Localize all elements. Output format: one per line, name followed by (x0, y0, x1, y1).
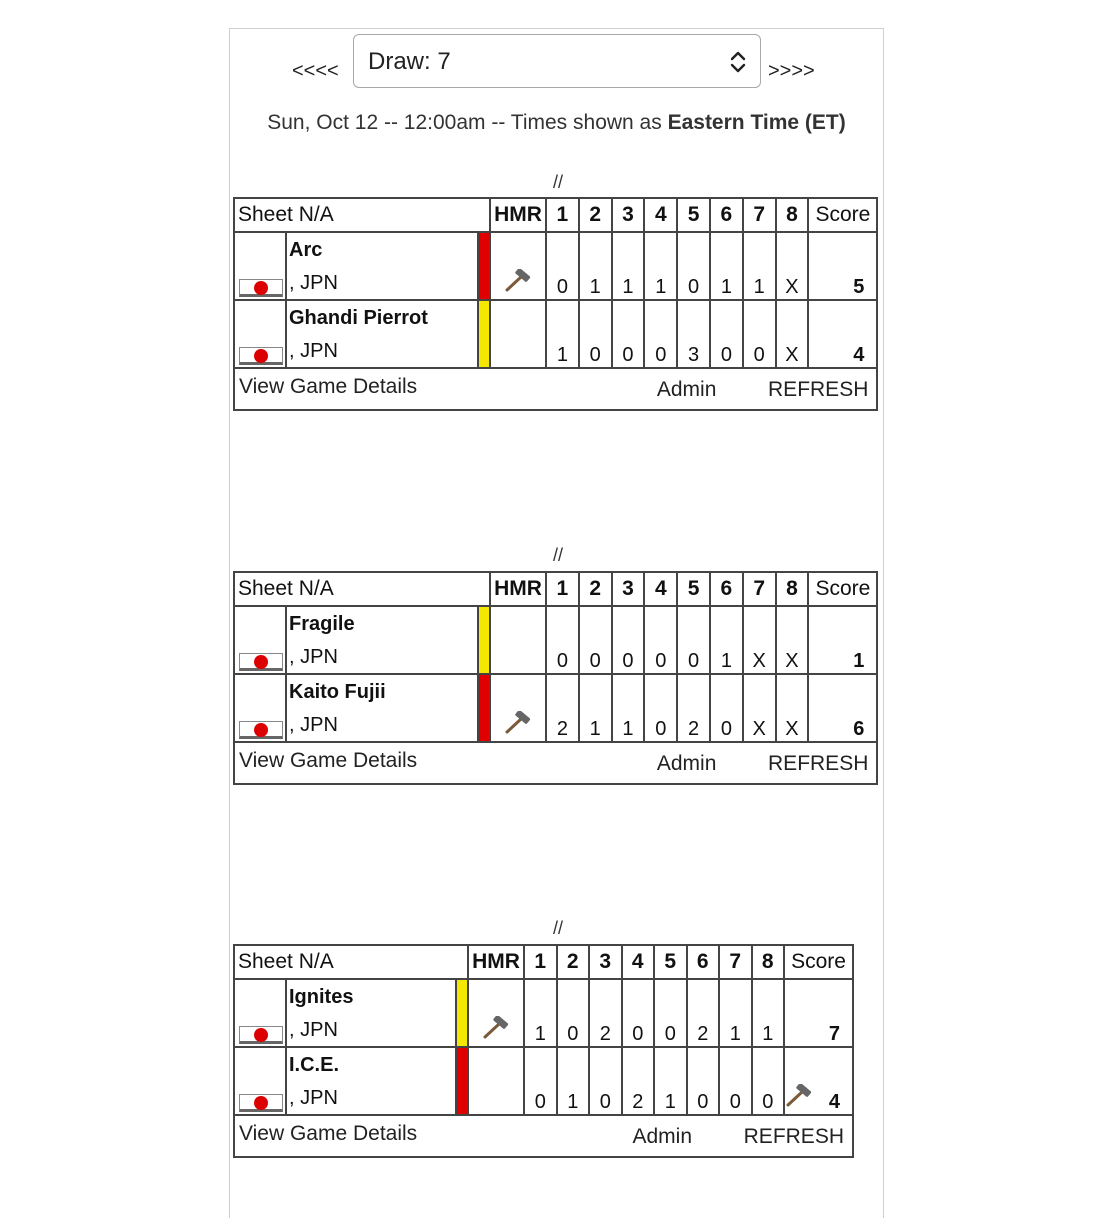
end-score: 1 (710, 606, 743, 674)
stone-color-cell (454, 979, 468, 1047)
end-score: 2 (687, 979, 720, 1047)
stone-color-indicator (477, 301, 489, 367)
end-score: 0 (612, 300, 645, 368)
hammer-icon (479, 1016, 509, 1040)
stone-color-cell (476, 674, 490, 742)
end-score: 0 (654, 979, 687, 1047)
end-score: 1 (752, 979, 785, 1047)
stone-color-indicator (477, 607, 489, 673)
stone-color-cell (454, 1047, 468, 1115)
team-total-score: 5 (808, 232, 877, 300)
draw-navigation (230, 32, 883, 92)
end-score: 0 (546, 606, 579, 674)
team-name[interactable]: Arc (289, 239, 323, 261)
end-score: 3 (677, 300, 710, 368)
end-score: 1 (654, 1047, 687, 1115)
stone-color-indicator (477, 233, 489, 299)
game-scoreboard (233, 197, 878, 411)
hammer-cell (490, 300, 546, 368)
sheet-label: Sheet N/A (234, 198, 490, 232)
game-scoreboard (233, 944, 854, 1158)
end-column-header: 7 (719, 945, 752, 979)
view-game-details-link[interactable]: View Game Details (239, 749, 418, 772)
game-separator: // (552, 172, 563, 192)
end-column-header: 4 (622, 945, 655, 979)
stone-color-cell (476, 606, 490, 674)
team-row (234, 300, 877, 368)
end-column-header: 2 (579, 198, 612, 232)
end-score: 0 (710, 674, 743, 742)
hammer-column-header: HMR (468, 945, 524, 979)
end-score: 1 (743, 232, 776, 300)
team-info-cell (286, 674, 476, 742)
end-score: 0 (644, 674, 677, 742)
end-score: 0 (644, 606, 677, 674)
end-column-header: 3 (589, 945, 622, 979)
end-score: 0 (687, 1047, 720, 1115)
team-flag-cell (234, 674, 286, 742)
end-score: X (743, 606, 776, 674)
hammer-icon (501, 269, 531, 293)
end-column-header: 1 (524, 945, 557, 979)
chevron-up-down-icon (728, 49, 748, 75)
team-name[interactable]: I.C.E. (289, 1054, 340, 1076)
japan-flag-icon (239, 279, 283, 297)
flag-circle (254, 281, 268, 295)
end-score: 1 (579, 232, 612, 300)
draw-select-value: Draw: 7 (368, 48, 451, 75)
end-column-header: 8 (752, 945, 785, 979)
end-score: X (776, 674, 809, 742)
stone-color-cell (476, 232, 490, 300)
team-row (234, 606, 877, 674)
end-column-header: 2 (557, 945, 590, 979)
end-score: 0 (677, 232, 710, 300)
previous-draw-link[interactable]: <<<< (292, 60, 339, 82)
end-column-header: 8 (776, 198, 809, 232)
team-total-score: 6 (808, 674, 877, 742)
hammer-icon (501, 711, 531, 735)
flag-circle (254, 1028, 268, 1042)
end-score: 0 (677, 606, 710, 674)
end-column-header: 7 (743, 572, 776, 606)
team-row (234, 1047, 853, 1115)
hammer-cell (490, 606, 546, 674)
refresh-link[interactable]: REFRESH (768, 752, 869, 775)
draw-date-text: Sun, Oct 12 -- 12:00am -- Times shown as (267, 111, 668, 134)
end-column-header: 6 (710, 198, 743, 232)
score-column-header: Score (784, 945, 853, 979)
team-country: , JPN (289, 1019, 338, 1041)
view-game-details-link[interactable]: View Game Details (239, 1122, 418, 1145)
hammer-cell (468, 979, 524, 1047)
end-score: 2 (546, 674, 579, 742)
sheet-label: Sheet N/A (234, 945, 468, 979)
end-score: 0 (524, 1047, 557, 1115)
end-score: 0 (752, 1047, 785, 1115)
end-column-header: 3 (612, 198, 645, 232)
end-score: 2 (677, 674, 710, 742)
team-name[interactable]: Kaito Fujii (289, 681, 386, 703)
hammer-column-header: HMR (490, 572, 546, 606)
stone-color-indicator (455, 980, 467, 1046)
end-score: 1 (719, 979, 752, 1047)
team-country: , JPN (289, 1087, 338, 1109)
draw-select[interactable] (353, 34, 761, 88)
stone-color-cell (476, 300, 490, 368)
end-score: 1 (612, 674, 645, 742)
end-column-header: 2 (579, 572, 612, 606)
team-flag-cell (234, 979, 286, 1047)
end-score: 0 (622, 979, 655, 1047)
end-score: 0 (719, 1047, 752, 1115)
team-country: , JPN (289, 714, 338, 736)
end-column-header: 1 (546, 572, 579, 606)
japan-flag-icon (239, 721, 283, 739)
game-separator: // (552, 545, 563, 565)
timezone-label: Eastern Time (ET) (667, 111, 846, 134)
end-column-header: 6 (710, 572, 743, 606)
team-flag-cell (234, 1047, 286, 1115)
flag-circle (254, 349, 268, 363)
hammer-icon (782, 1084, 812, 1108)
team-info-cell (286, 979, 454, 1047)
team-info-cell (286, 1047, 454, 1115)
team-row (234, 979, 853, 1047)
admin-link[interactable]: Admin (656, 752, 717, 775)
team-row (234, 674, 877, 742)
japan-flag-icon (239, 347, 283, 365)
end-column-header: 5 (654, 945, 687, 979)
team-info-cell (286, 300, 476, 368)
score-column-header: Score (808, 572, 877, 606)
end-score: X (743, 674, 776, 742)
team-total-score: 7 (784, 979, 853, 1047)
japan-flag-icon (239, 1026, 283, 1044)
end-score: X (776, 606, 809, 674)
refresh-link[interactable]: REFRESH (768, 378, 869, 401)
score-column-header: Score (808, 198, 877, 232)
admin-link[interactable]: Admin (656, 378, 717, 401)
sheet-label: Sheet N/A (234, 572, 490, 606)
team-country: , JPN (289, 646, 338, 668)
end-score: 2 (589, 979, 622, 1047)
japan-flag-icon (239, 653, 283, 671)
refresh-link[interactable]: REFRESH (743, 1125, 844, 1148)
end-score: 1 (579, 674, 612, 742)
end-score: 0 (644, 300, 677, 368)
team-info-cell (286, 606, 476, 674)
end-column-header: 1 (546, 198, 579, 232)
team-name[interactable]: Fragile (289, 613, 355, 635)
end-column-header: 8 (776, 572, 809, 606)
view-game-details-link[interactable]: View Game Details (239, 375, 418, 398)
draw-date-line (230, 111, 883, 135)
hammer-column-header: HMR (490, 198, 546, 232)
hammer-cell (490, 232, 546, 300)
end-score: 0 (589, 1047, 622, 1115)
team-country: , JPN (289, 272, 338, 294)
hammer-cell (468, 1047, 524, 1115)
end-score: 0 (579, 300, 612, 368)
flag-circle (254, 723, 268, 737)
end-score: 0 (743, 300, 776, 368)
end-score: X (776, 232, 809, 300)
end-score: 1 (612, 232, 645, 300)
end-score: 0 (557, 979, 590, 1047)
end-column-header: 5 (677, 572, 710, 606)
end-column-header: 3 (612, 572, 645, 606)
japan-flag-icon (239, 1094, 283, 1112)
team-row (234, 232, 877, 300)
team-country: , JPN (289, 340, 338, 362)
flag-circle (254, 655, 268, 669)
game-separator: // (552, 918, 563, 938)
end-score: X (776, 300, 809, 368)
end-score: 1 (546, 300, 579, 368)
stone-color-indicator (477, 675, 489, 741)
flag-circle (254, 1096, 268, 1110)
end-score: 0 (710, 300, 743, 368)
team-name[interactable]: Ignites (289, 986, 354, 1008)
end-column-header: 4 (644, 198, 677, 232)
end-score: 1 (710, 232, 743, 300)
end-score: 1 (644, 232, 677, 300)
end-score: 2 (622, 1047, 655, 1115)
team-total-score: 4 (808, 300, 877, 368)
game-footer (234, 742, 877, 784)
end-score: 0 (546, 232, 579, 300)
team-total-score: 4 (784, 1047, 853, 1115)
team-flag-cell (234, 606, 286, 674)
end-column-header: 6 (687, 945, 720, 979)
game-scoreboard (233, 571, 878, 785)
end-column-header: 5 (677, 198, 710, 232)
team-total-score: 1 (808, 606, 877, 674)
end-score: 1 (557, 1047, 590, 1115)
team-name[interactable]: Ghandi Pierrot (289, 307, 428, 329)
end-score: 1 (524, 979, 557, 1047)
game-footer (234, 1115, 853, 1157)
team-flag-cell (234, 300, 286, 368)
admin-link[interactable]: Admin (632, 1125, 692, 1148)
end-score: 0 (579, 606, 612, 674)
game-footer (234, 368, 877, 410)
end-score: 0 (612, 606, 645, 674)
end-column-header: 7 (743, 198, 776, 232)
hammer-cell (490, 674, 546, 742)
team-flag-cell (234, 232, 286, 300)
stone-color-indicator (455, 1048, 467, 1114)
end-column-header: 4 (644, 572, 677, 606)
team-info-cell (286, 232, 476, 300)
next-draw-link[interactable]: >>>> (768, 60, 815, 82)
